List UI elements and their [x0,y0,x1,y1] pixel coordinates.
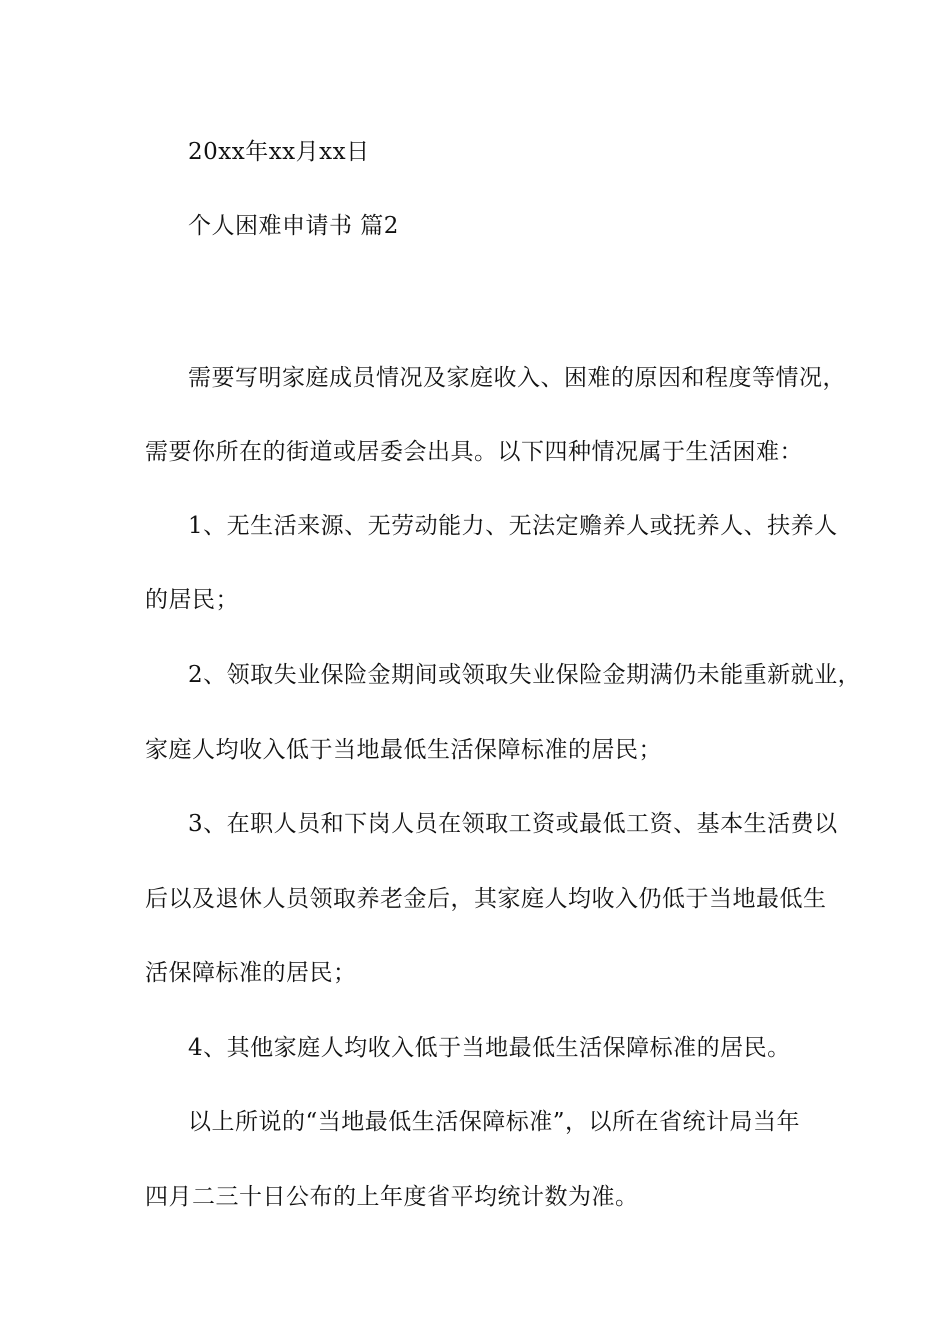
list-item-2-line: 家庭人均收入低于当地最低生活保障标准的居民； [145,737,662,763]
list-item-3-line: 后以及退休人员领取养老金后，其家庭人均收入仍低于当地最低生 [145,886,827,912]
paragraph-line: 需要写明家庭成员情况及家庭收入、困难的原因和程度等情况， [188,365,846,391]
list-item-1-line: 1、无生活来源、无劳动能力、无法定赡养人或抚养人、扶养人 [188,513,838,539]
section-title: 个人困难申请书 篇2 [188,213,399,239]
list-item-4-line: 4、其他家庭人均收入低于当地最低生活保障标准的居民。 [188,1035,791,1061]
paragraph-line: 需要你所在的街道或居委会出具。以下四种情况属于生活困难： [145,439,803,465]
date-line: 20xx年xx月xx日 [188,139,370,165]
list-item-3-line: 3、在职人员和下岗人员在领取工资或最低工资、基本生活费以 [188,811,838,837]
list-item-2-line: 2、领取失业保险金期间或领取失业保险金期满仍未能重新就业， [188,662,862,688]
paragraph-line: 四月二三十日公布的上年度省平均统计数为准。 [145,1184,639,1210]
list-item-1-line: 的居民； [145,587,239,613]
list-item-3-line: 活保障标准的居民； [145,960,357,986]
paragraph-line: 以上所说的“当地最低生活保障标准”，以所在省统计局当年 [188,1109,801,1135]
